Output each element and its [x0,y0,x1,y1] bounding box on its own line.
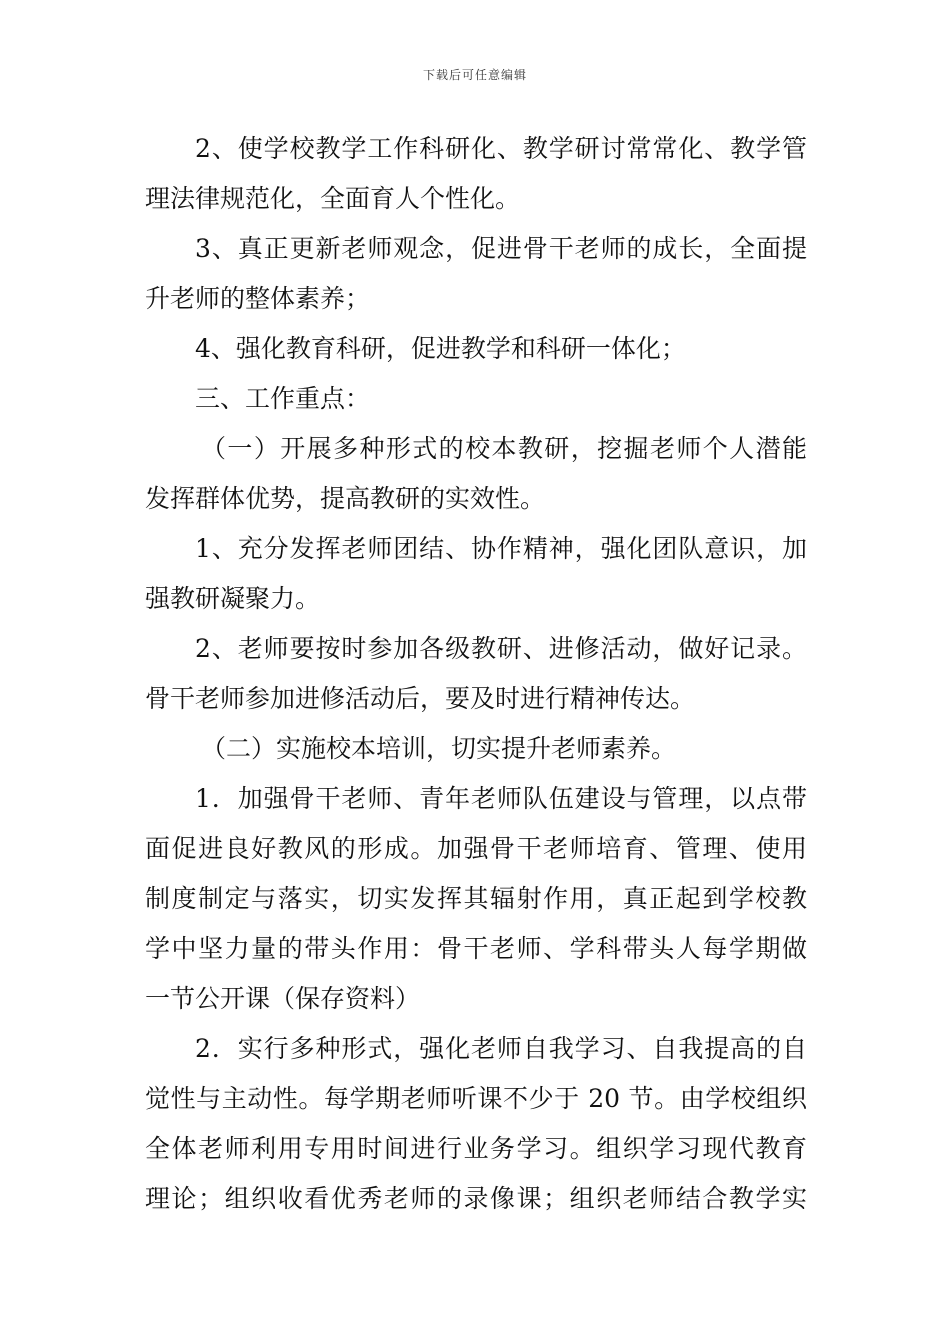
paragraph-line: 2、使学校教学工作科研化、教学研讨常常化、教学管 [195,134,807,163]
paragraph-line: 2．实行多种形式，强化老师自我学习、自我提高的自 [195,1034,807,1063]
paragraph-line: 觉性与主动性。每学期老师听课不少于 20 节。由学校组织 [145,1084,807,1113]
paragraph-line: 学中坚力量的带头作用：骨干老师、学科带头人每学期做 [145,934,807,963]
subsection-heading: （二）实施校本培训，切实提升老师素养。 [201,734,677,763]
document-body [145,124,807,1224]
paragraph-line: 3、真正更新老师观念，促进骨干老师的成长，全面提 [195,234,807,263]
paragraph-line: 升老师的整体素养； [145,284,371,313]
paragraph-line: 面促进良好教风的形成。加强骨干老师培育、管理、使用 [145,834,807,863]
paragraph-line: 发挥群体优势，提高教研的实效性。 [145,484,546,513]
paragraph-line: 理论；组织收看优秀老师的录像课；组织老师结合教学实 [145,1184,807,1213]
section-heading: 三、工作重点： [195,384,371,413]
subsection-heading: （一）开展多种形式的校本教研，挖掘老师个人潜能 [201,434,807,463]
paragraph-line: 1．加强骨干老师、青年老师队伍建设与管理，以点带 [195,784,807,813]
paragraph-line: 理法律规范化，全面育人个性化。 [145,184,521,213]
paragraph-line: 全体老师利用专用时间进行业务学习。组织学习现代教育 [145,1134,807,1163]
paragraph-line: 4、强化教育科研，促进教学和科研一体化； [195,334,686,363]
paragraph-line: 1、充分发挥老师团结、协作精神，强化团队意识，加 [195,534,807,563]
paragraph-line: 制度制定与落实，切实发挥其辐射作用，真正起到学校教 [145,884,807,913]
paragraph-line: 强教研凝聚力。 [145,584,321,613]
paragraph-line: 2、老师要按时参加各级教研、进修活动，做好记录。 [195,634,807,663]
paragraph-line: 一节公开课（保存资料） [145,984,421,1013]
page-header: 下载后可任意编辑 [422,68,527,82]
paragraph-line: 骨干老师参加进修活动后，要及时进行精神传达。 [145,684,696,713]
